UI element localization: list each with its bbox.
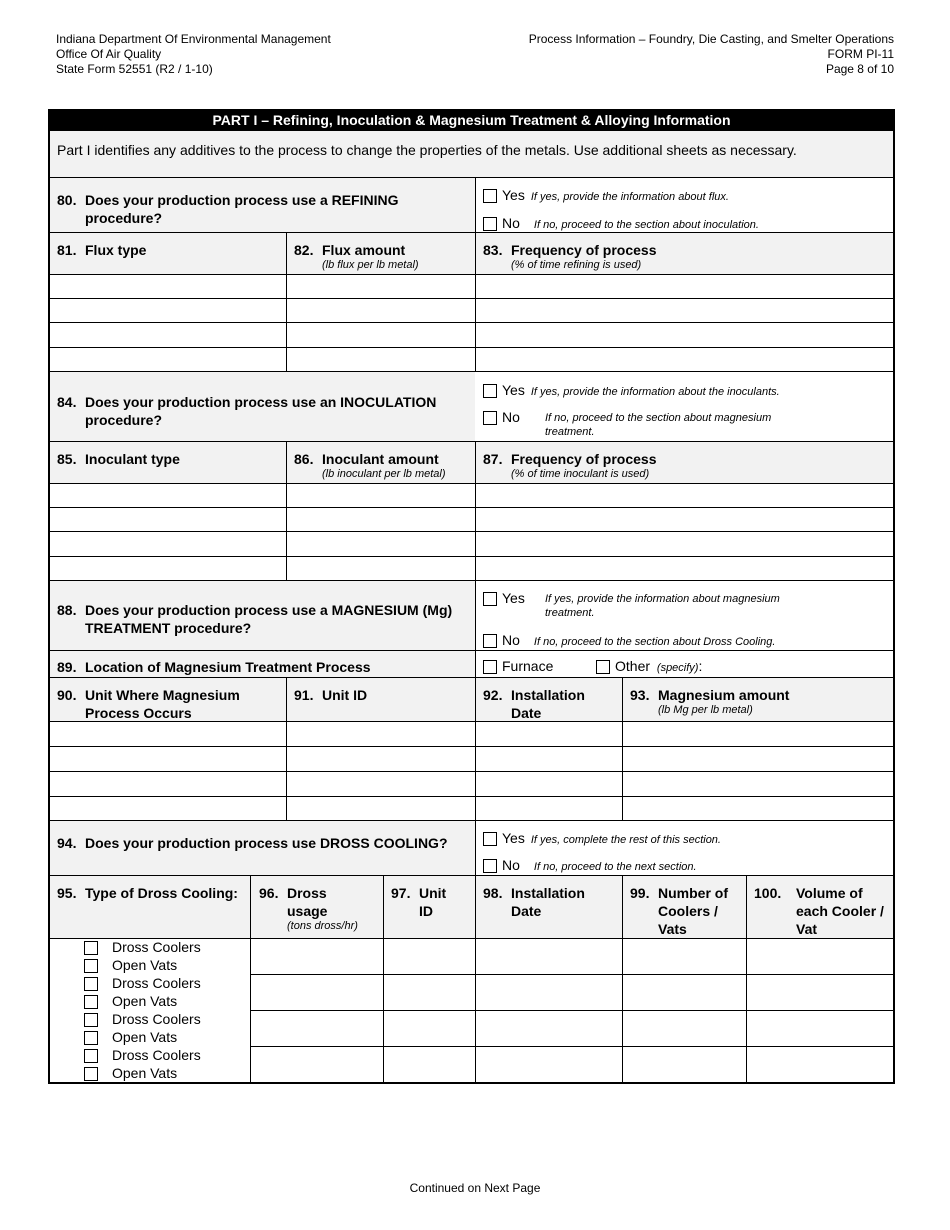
intro-text: Part I identifies any additives to the process to change the properties of the metals. Use additional sheets as necessary.	[57, 142, 797, 158]
q81-header: 81. Flux type	[57, 242, 147, 258]
dross-row-1-option-a[interactable]: Dross Coolers	[84, 938, 201, 956]
q88-yes-option[interactable]: Yes If yes, provide the information about magnesium treatment.	[483, 590, 823, 606]
q80-no-checkbox[interactable]	[483, 217, 497, 231]
header-right	[529, 32, 894, 77]
q84-label: 84. Does your production process use an INOCULATION procedure?	[57, 394, 437, 428]
open-vats-checkbox[interactable]	[84, 1031, 98, 1045]
q89-furnace-checkbox[interactable]	[483, 660, 497, 674]
form-title: Process Information – Foundry, Die Casting, and Smelter Operations	[528, 32, 894, 46]
dross-coolers-checkbox[interactable]	[84, 1049, 98, 1063]
q89-other-checkbox[interactable]	[596, 660, 610, 674]
q94-yes-option[interactable]: Yes If yes, complete the rest of this section.	[483, 830, 721, 848]
dross-coolers-checkbox[interactable]	[84, 1013, 98, 1027]
dross-row-3-option-a[interactable]: Dross Coolers	[84, 1010, 201, 1028]
q82-header: 82. Flux amount (lb flux per lb metal)	[294, 242, 419, 271]
dross-row-1-option-b[interactable]: Open Vats	[84, 956, 177, 974]
q89-other-option[interactable]: Other (specify):	[596, 658, 702, 676]
q96-header: 96. Dross usage (tons dross/hr)	[259, 885, 358, 932]
q84-no-checkbox[interactable]	[483, 411, 497, 425]
q94-label: 94. Does your production process use DROSS COOLING?	[57, 835, 448, 851]
dross-row-4-option-a[interactable]: Dross Coolers	[84, 1046, 201, 1064]
form-part-1	[48, 109, 895, 1084]
q99-header: 99. Number of Coolers / Vats	[630, 885, 728, 937]
open-vats-checkbox[interactable]	[84, 1067, 98, 1081]
q80-yes-option[interactable]: Yes If yes, provide the information about flux.	[483, 187, 729, 205]
q97-header: 97. Unit ID	[391, 885, 447, 919]
dross-row-2-option-a[interactable]: Dross Coolers	[84, 974, 201, 992]
office-name: Office Of Air Quality	[56, 47, 162, 61]
q80-label: 80. Does your production process use a REFINING procedure?	[57, 192, 399, 226]
q89-label: 89. Location of Magnesium Treatment Process	[57, 659, 371, 675]
q95-header: 95. Type of Dross Cooling:	[57, 885, 238, 901]
q94-yes-checkbox[interactable]	[483, 832, 497, 846]
q86-header: 86. Inoculant amount (lb inoculant per lb metal)	[294, 451, 446, 480]
q98-header: 98. Installation Date	[483, 885, 585, 919]
agency-name: Indiana Department Of Environmental Management	[56, 32, 331, 46]
q88-no-option[interactable]: No If no, proceed to the section about Dross Cooling.	[483, 632, 775, 650]
q94-no-option[interactable]: No If no, proceed to the next section.	[483, 857, 697, 875]
state-form-number: State Form 52551 (R2 / 1-10)	[56, 62, 213, 76]
q100-header: 100. Volume of each Cooler / Vat	[754, 885, 884, 937]
dross-row-2-option-b[interactable]: Open Vats	[84, 992, 177, 1010]
dross-row-4-option-b[interactable]: Open Vats	[84, 1064, 177, 1082]
q85-header: 85. Inoculant type	[57, 451, 180, 467]
q87-header: 87. Frequency of process (% of time inoculant is used)	[483, 451, 657, 480]
open-vats-checkbox[interactable]	[84, 959, 98, 973]
q84-yes-option[interactable]: Yes If yes, provide the information about the inoculants.	[483, 382, 780, 400]
q83-header: 83. Frequency of process (% of time refining is used)	[483, 242, 657, 271]
q88-label: 88. Does your production process use a MAGNESIUM (Mg) TREATMENT procedure?	[57, 602, 453, 636]
continued-note: Continued on Next Page	[409, 1181, 541, 1195]
q80-no-option[interactable]: No If no, proceed to the section about inoculation.	[483, 215, 759, 233]
q80-yes-checkbox[interactable]	[483, 189, 497, 203]
dross-row-3-option-b[interactable]: Open Vats	[84, 1028, 177, 1046]
form-id: FORM PI-11	[827, 47, 894, 61]
part-title: PART I – Refining, Inoculation & Magnesium Treatment & Alloying Information	[48, 109, 895, 131]
q84-no-option[interactable]: No If no, proceed to the section about magnesium treatment.	[483, 409, 813, 425]
dross-coolers-checkbox[interactable]	[84, 941, 98, 955]
q91-header: 91. Unit ID	[294, 687, 368, 703]
q90-header: 90. Unit Where Magnesium Process Occurs	[57, 687, 240, 721]
q88-no-checkbox[interactable]	[483, 634, 497, 648]
page-number: Page 8 of 10	[825, 62, 894, 76]
q89-furnace-option[interactable]: Furnace	[483, 658, 553, 674]
open-vats-checkbox[interactable]	[84, 995, 98, 1009]
q88-yes-checkbox[interactable]	[483, 592, 497, 606]
q92-header: 92. Installation Date	[483, 687, 585, 721]
header-left	[56, 32, 331, 77]
dross-coolers-checkbox[interactable]	[84, 977, 98, 991]
q84-yes-checkbox[interactable]	[483, 384, 497, 398]
q94-no-checkbox[interactable]	[483, 859, 497, 873]
q93-header: 93. Magnesium amount (lb Mg per lb metal)	[630, 687, 790, 716]
